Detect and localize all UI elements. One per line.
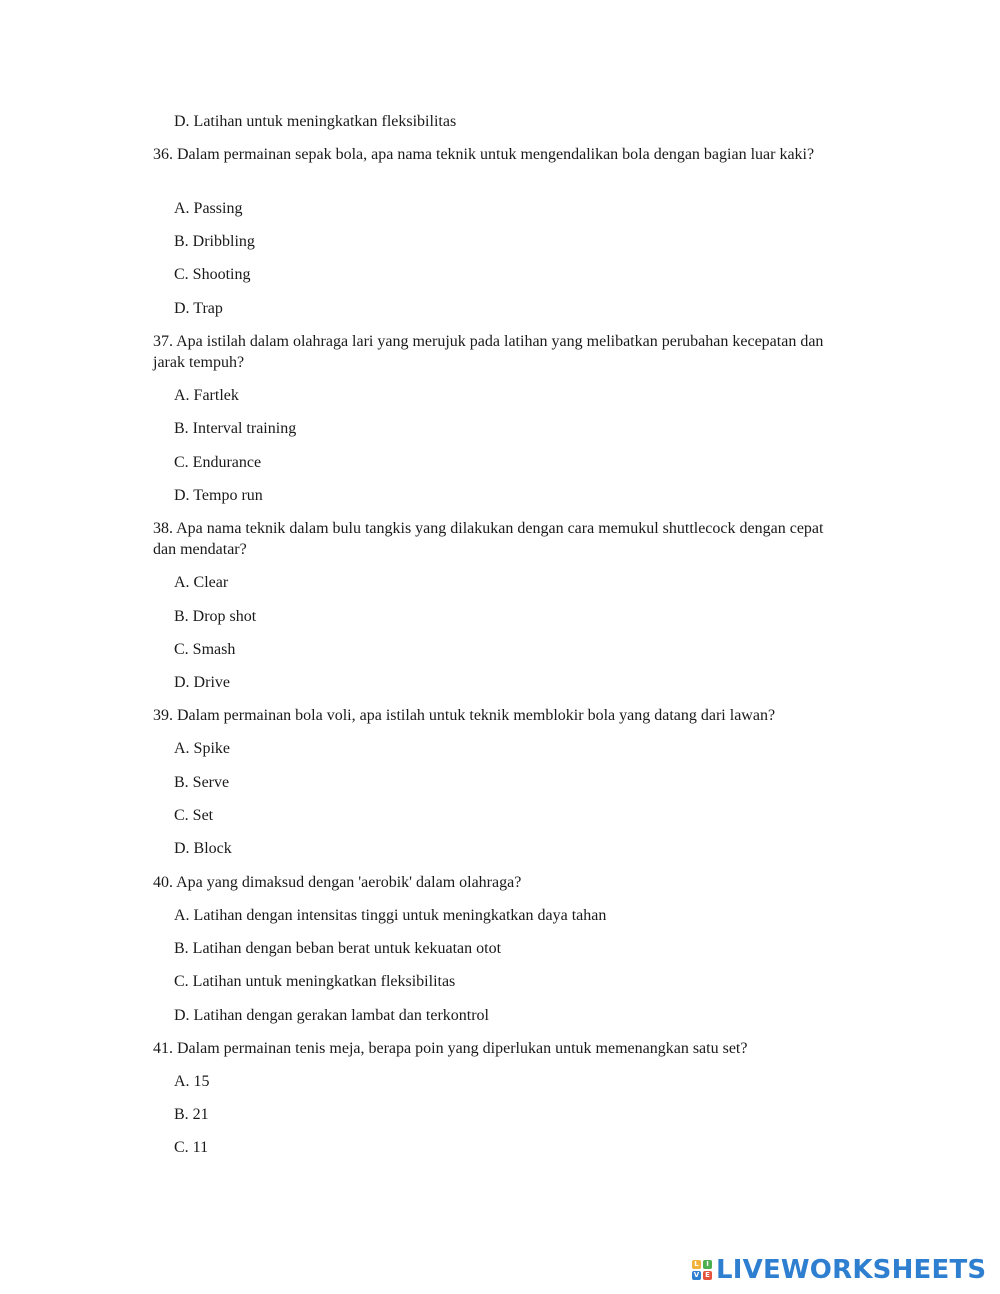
question-41: 41. Dalam permainan tenis meja, berapa poin yang diperlukan untuk memenangkan satu set?: [153, 1040, 748, 1057]
option-a: A. Clear: [174, 574, 229, 591]
liveworksheets-logo: [692, 1256, 986, 1284]
logo-mark-tile: I: [703, 1260, 712, 1269]
option-d: D. Tempo run: [174, 487, 263, 504]
option-a: A. 15: [174, 1073, 210, 1090]
option-b: B. Latihan dengan beban berat untuk kekuatan otot: [174, 940, 502, 957]
option-b: B. 21: [174, 1106, 209, 1123]
option-c: C. Shooting: [174, 266, 251, 283]
question-38: 38. Apa nama teknik dalam bulu tangkis yang dilakukan dengan cara memukul shuttlecock dengan cepat dan mendatar?: [153, 520, 824, 558]
option-d: D. Latihan untuk meningkatkan fleksibilitas: [174, 113, 457, 130]
option-a: A. Spike: [174, 740, 230, 757]
option-a: A. Passing: [174, 200, 243, 217]
option-a: A. Latihan dengan intensitas tinggi untuk meningkatkan daya tahan: [174, 907, 607, 924]
logo-text: LIVEWORKSHEETS: [716, 1255, 987, 1285]
logo-mark-icon: [692, 1260, 712, 1280]
option-c: C. Latihan untuk meningkatkan fleksibilitas: [174, 973, 456, 990]
option-c: C. Smash: [174, 641, 236, 658]
question-36: 36. Dalam permainan sepak bola, apa nama teknik untuk mengendalikan bola dengan bagian luar kaki?: [153, 146, 815, 163]
question-40: 40. Apa yang dimaksud dengan 'aerobik' dalam olahraga?: [153, 874, 522, 891]
option-d: D. Trap: [174, 300, 223, 317]
question-39: 39. Dalam permainan bola voli, apa istilah untuk teknik memblokir bola yang datang dari lawan?: [153, 707, 776, 724]
logo-mark-tile: L: [692, 1260, 701, 1269]
option-c: C. 11: [174, 1139, 209, 1156]
option-b: B. Interval training: [174, 420, 297, 437]
option-d: D. Drive: [174, 674, 230, 691]
question-37: 37. Apa istilah dalam olahraga lari yang merujuk pada latihan yang melibatkan perubahan kecepatan dan jarak tempuh?: [153, 333, 824, 371]
option-a: A. Fartlek: [174, 387, 239, 404]
option-d: D. Latihan dengan gerakan lambat dan terkontrol: [174, 1007, 489, 1024]
logo-mark-tile: V: [693, 1271, 700, 1279]
option-b: B. Serve: [174, 774, 230, 791]
option-b: B. Dribbling: [174, 233, 255, 250]
option-c: C. Endurance: [174, 454, 262, 471]
logo-mark-tile: E: [703, 1271, 712, 1280]
option-b: B. Drop shot: [174, 608, 257, 625]
option-d: D. Block: [174, 840, 232, 857]
option-c: C. Set: [174, 807, 214, 824]
